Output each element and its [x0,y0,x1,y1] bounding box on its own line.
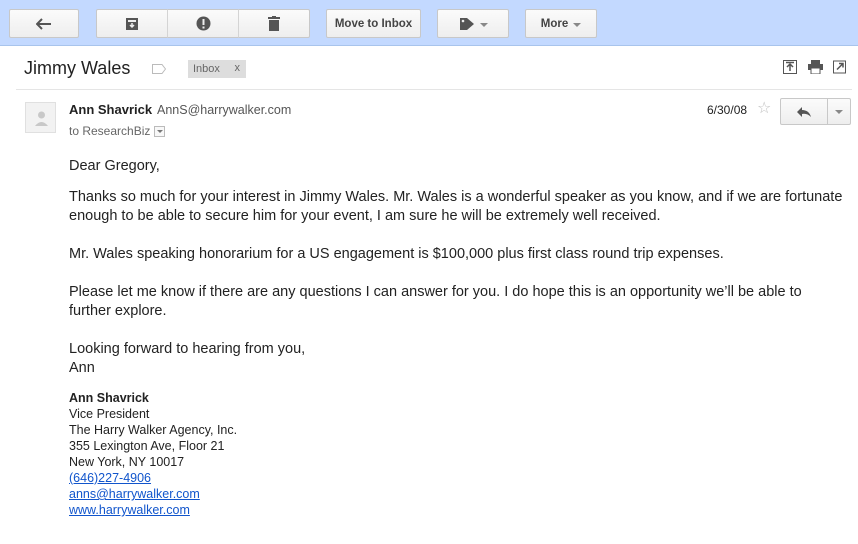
report-spam-icon [196,16,211,31]
print-icon[interactable] [808,60,823,74]
message-date: 6/30/08 [707,103,748,117]
expand-all-icon[interactable] [783,60,797,74]
greeting: Dear Gregory, [69,158,160,174]
signature-title: Vice President [69,407,150,421]
signature-block [69,390,237,518]
star-icon[interactable]: ☆ [757,100,772,117]
chevron-down-icon [573,23,581,27]
chevron-down-icon [480,23,488,27]
back-arrow-icon [36,18,52,30]
reply-arrow-icon [796,106,812,118]
more-button[interactable] [525,9,597,38]
sender-email: AnnS@harrywalker.com [157,103,292,117]
remove-label-button[interactable]: x [234,62,240,74]
signature-name: Ann Shavrick [69,391,149,405]
signature-address-line1: 355 Lexington Ave, Floor 21 [69,439,225,453]
show-details-button[interactable] [154,126,165,137]
important-marker-icon[interactable] [152,64,166,74]
more-actions-button[interactable] [827,98,851,125]
tag-icon [459,17,475,31]
phone-link[interactable]: (646)227-4906 [69,471,152,485]
signature-company: The Harry Walker Agency, Inc. [69,423,238,437]
report-spam-button[interactable] [167,9,239,38]
body-paragraph: Thanks so much for your interest in Jimmy Wales. Mr. Wales is a wonderful speaker as you know, and if we are fortunate enough to be able to secure him for your event, I am sure he will be extremely well received. [69,189,843,224]
message-body [69,157,844,378]
delete-button[interactable] [238,9,310,38]
signoff: Ann [69,360,95,376]
toolbar [0,0,858,46]
closing-line: Looking forward to hearing from you, [69,341,306,357]
website-link[interactable]: www.harrywalker.com [69,503,190,517]
sender-name[interactable]: Ann Shavrick [69,102,153,117]
body-paragraph: Mr. Wales speaking honorarium for a US engagement is $100,000 plus first class round trip expenses. [69,246,724,262]
move-to-inbox-label: Move to Inbox [334,17,413,30]
recipient-text: to ResearchBiz [69,124,151,138]
body-paragraph: Please let me know if there are any questions I can answer for you. I do hope this is an opportunity we’ll be able to further explore. [69,284,802,319]
move-to-inbox-button[interactable] [326,9,421,38]
avatar[interactable] [25,102,56,133]
person-silhouette-icon [26,103,57,134]
reply-button[interactable] [780,98,828,125]
recipient-line [69,124,165,138]
inbox-label-tag [188,60,246,78]
new-window-icon[interactable] [833,60,846,74]
labels-button[interactable] [437,9,509,38]
chevron-down-icon [835,110,843,114]
more-label: More [540,17,569,30]
signature-address-line2: New York, NY 10017 [69,455,185,469]
header-divider [16,89,852,90]
trash-icon [268,16,280,31]
archive-icon [125,17,139,31]
email-subject: Jimmy Wales [24,58,131,78]
inbox-label-text: Inbox [193,63,220,75]
back-button[interactable] [9,9,79,38]
archive-button[interactable] [96,9,168,38]
email-link[interactable]: anns@harrywalker.com [69,487,200,501]
